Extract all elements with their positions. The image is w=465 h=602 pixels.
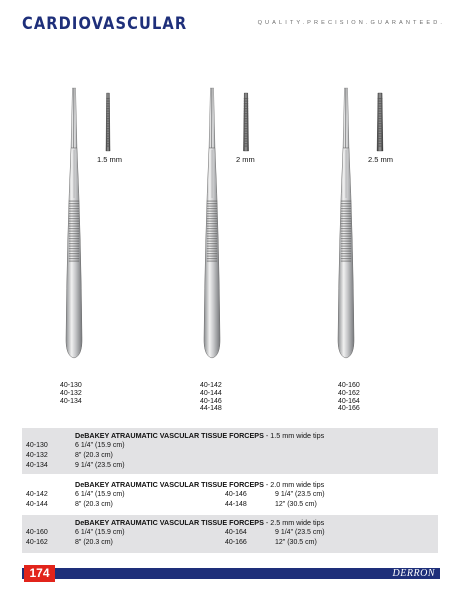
item-code: 44-148 (225, 501, 247, 508)
item-code: 40-144 (26, 501, 48, 508)
page-number: 174 (24, 565, 55, 582)
product-code: 40-164 (338, 397, 360, 405)
footer-bar (22, 568, 440, 579)
item-code: 40-142 (26, 491, 48, 498)
product-code: 40-142 (200, 382, 222, 389)
section-heading (75, 431, 324, 440)
product-code: 40-132 (60, 389, 82, 397)
product-code: 40-144 (200, 389, 222, 397)
section-tips: - 2.5 mm wide tips (265, 518, 325, 527)
section-title: DeBAKEY ATRAUMATIC VASCULAR TISSUE FORCEPS (75, 518, 264, 527)
section-tips: - 1.5 mm wide tips (265, 431, 325, 440)
product-section (22, 477, 438, 513)
item-code: 40-160 (26, 529, 48, 536)
section-heading (75, 518, 324, 527)
product-code: 40-134 (60, 397, 82, 405)
section-heading (75, 480, 324, 489)
item-code: 40-146 (225, 491, 247, 498)
item-code: 40-162 (26, 539, 48, 546)
product-code: 40-146 (200, 397, 222, 405)
item-length: 9 1/4" (23.5 cm) (275, 529, 325, 536)
table-row (22, 442, 438, 451)
forceps-1-5mm (66, 88, 82, 358)
product-code: 44-148 (200, 405, 222, 413)
item-code: 40-130 (26, 442, 48, 449)
forceps-tip-1-5mm (106, 93, 110, 151)
brand-logo: DERRON (392, 568, 435, 579)
table-row (22, 462, 438, 471)
product-section (22, 515, 438, 553)
table-row (22, 501, 438, 510)
item-length: 9 1/4" (23.5 cm) (75, 462, 125, 469)
table-row (22, 491, 438, 500)
page-title: CARDIOVASCULAR (22, 14, 188, 34)
item-length: 6 1/4" (15.9 cm) (75, 442, 125, 449)
forceps-tip-2mm (243, 93, 248, 151)
table-row (22, 539, 438, 548)
forceps-2mm (204, 88, 220, 358)
product-code: 40-162 (338, 389, 360, 397)
tip-size-label: 2 mm (236, 155, 255, 164)
table-row (22, 529, 438, 538)
item-code: 40-164 (225, 529, 247, 536)
section-title: DeBAKEY ATRAUMATIC VASCULAR TISSUE FORCEPS (75, 480, 264, 489)
table-row (22, 452, 438, 461)
item-length: 6 1/4" (15.9 cm) (75, 529, 125, 536)
item-code: 40-134 (26, 462, 48, 469)
product-code-list (338, 382, 360, 413)
item-code: 40-132 (26, 452, 48, 459)
item-length: 8" (20.3 cm) (75, 452, 113, 459)
tagline: QUALITY.PRECISION.GUARANTEED. (257, 20, 445, 26)
tip-size-label: 1.5 mm (97, 155, 123, 164)
item-length: 12" (30.5 cm) (275, 539, 317, 546)
section-title: DeBAKEY ATRAUMATIC VASCULAR TISSUE FORCEPS (75, 431, 264, 440)
forceps-tip-2-5mm (377, 93, 383, 151)
product-code: 40-166 (338, 405, 360, 413)
tip-size-label: 2.5 mm (368, 155, 394, 164)
forceps-2-5mm (338, 88, 354, 358)
product-code-list (200, 382, 222, 413)
item-length: 6 1/4" (15.9 cm) (75, 491, 125, 498)
product-code: 40-160 (338, 382, 360, 389)
product-code: 40-130 (60, 382, 82, 389)
product-code-list (60, 382, 82, 405)
item-length: 9 1/4" (23.5 cm) (275, 491, 325, 498)
section-tips: - 2.0 mm wide tips (265, 480, 325, 489)
item-length: 8" (20.3 cm) (75, 501, 113, 508)
product-section (22, 428, 438, 474)
item-length: 12" (30.5 cm) (275, 501, 317, 508)
item-length: 8" (20.3 cm) (75, 539, 113, 546)
item-code: 40-166 (225, 539, 247, 546)
